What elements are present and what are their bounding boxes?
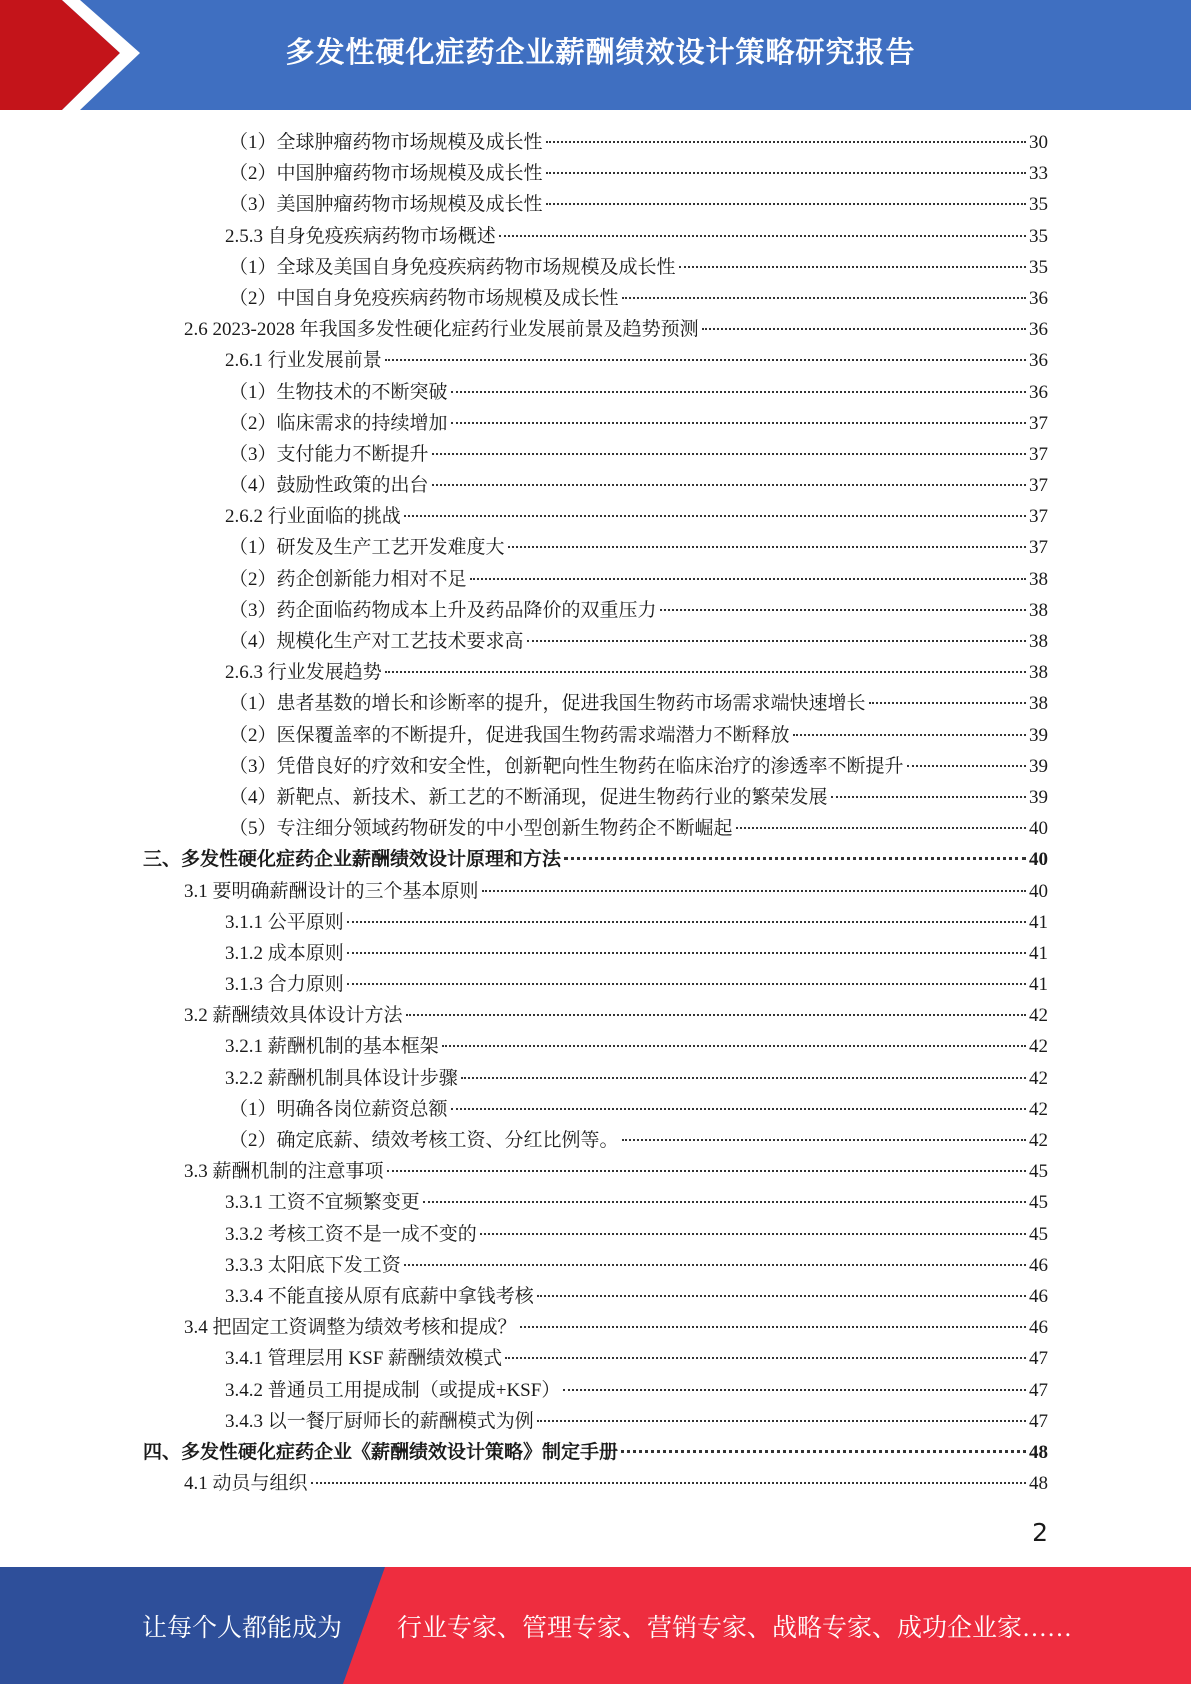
toc-entry[interactable] [0, 1437, 1048, 1468]
toc-entry-page: 37 [1029, 443, 1048, 465]
toc-entry[interactable] [0, 1250, 1048, 1281]
toc-entry-page: 48 [1029, 1441, 1048, 1463]
toc-dot-leader [480, 1233, 1026, 1235]
toc-entry-label: 3.2.2 薪酬机制具体设计步骤 [225, 1067, 458, 1089]
toc-entry-page: 37 [1029, 506, 1048, 528]
toc-entry-page: 37 [1029, 475, 1048, 497]
toc-entry-page: 38 [1029, 693, 1048, 715]
toc-dot-leader [622, 297, 1026, 299]
toc-entry-page: 46 [1029, 1317, 1048, 1339]
toc-dot-leader [621, 1450, 1026, 1453]
toc-entry-label: 2.6 2023-2028 年我国多发性硬化症药行业发展前景及趋势预测 [184, 319, 699, 341]
toc-dot-leader [869, 702, 1026, 704]
toc-entry-page: 42 [1029, 1130, 1048, 1151]
toc-dot-leader [622, 1139, 1026, 1141]
toc-entry-page: 41 [1029, 942, 1048, 964]
toc-entry[interactable] [0, 1000, 1048, 1031]
toc-entry-page: 40 [1029, 880, 1048, 902]
footer-slogan: 让每个人都能成为 [142, 1614, 343, 1642]
toc-entry[interactable] [0, 751, 1048, 782]
toc-dot-leader [385, 359, 1026, 361]
toc-entry-page: 36 [1029, 319, 1048, 341]
toc-entry-label: （1）生物技术的不断突破 [229, 381, 448, 403]
toc-entry[interactable] [0, 127, 1048, 158]
toc-entry-label: 2.6.3 行业发展趋势 [225, 662, 382, 684]
toc-dot-leader [311, 1482, 1026, 1484]
toc-entry-page: 39 [1029, 724, 1048, 746]
footer-banner [0, 1567, 1191, 1684]
toc-entry-label: （4）鼓励性政策的出台 [229, 475, 429, 497]
toc-entry[interactable] [0, 1125, 1048, 1156]
toc-entry[interactable] [0, 1187, 1048, 1218]
toc-dot-leader [505, 1357, 1026, 1359]
toc-entry-label: （4）规模化生产对工艺技术要求高 [229, 631, 524, 652]
toc-dot-leader [520, 1326, 1026, 1328]
toc-entry-label: （2）医保覆盖率的不断提升，促进我国生物药需求端潜力不断释放 [229, 724, 790, 746]
toc-dot-leader [482, 890, 1026, 892]
toc-entry-label: 3.1.1 公平原则 [225, 911, 344, 933]
toc-entry-page: 47 [1029, 1379, 1048, 1401]
toc-entry[interactable] [0, 1094, 1048, 1125]
toc-entry-page: 48 [1029, 1473, 1048, 1495]
toc-entry[interactable] [0, 1375, 1048, 1406]
toc-entry-label: 3.4.3 以一餐厅厨师长的薪酬模式为例 [225, 1410, 534, 1432]
toc-entry-label: 3.4.1 管理层用 KSF 薪酬绩效模式 [225, 1348, 503, 1370]
table-of-contents [0, 127, 1191, 1499]
toc-entry-page: 33 [1029, 163, 1048, 185]
toc-entry-label: 3.4 把固定工资调整为绩效考核和提成？ [184, 1317, 517, 1339]
toc-dot-leader [451, 391, 1026, 393]
toc-dot-leader [679, 266, 1026, 268]
toc-dot-leader [508, 546, 1026, 548]
toc-dot-leader [537, 1420, 1026, 1422]
toc-dot-leader [451, 1108, 1026, 1110]
toc-entry-page: 45 [1029, 1223, 1048, 1245]
toc-entry-page: 45 [1029, 1192, 1048, 1214]
toc-entry[interactable] [0, 1281, 1048, 1312]
toc-entry-label: 2.6.2 行业面临的挑战 [225, 506, 401, 528]
toc-entry-page: 37 [1029, 412, 1048, 434]
toc-entry[interactable] [0, 626, 1048, 657]
toc-entry-page: 42 [1029, 1005, 1048, 1027]
toc-entry-page: 41 [1029, 911, 1048, 933]
toc-entry[interactable] [0, 813, 1048, 844]
toc-dot-leader [527, 640, 1026, 642]
toc-dot-leader [537, 1295, 1026, 1297]
toc-entry[interactable] [0, 1406, 1048, 1437]
toc-entry-label: 4.1 动员与组织 [184, 1473, 308, 1495]
toc-entry-label: （5）专注细分领域药物研发的中小型创新生物药企不断崛起 [229, 818, 733, 840]
toc-entry-page: 35 [1029, 256, 1048, 278]
toc-entry-page: 41 [1029, 974, 1048, 996]
toc-entry[interactable] [0, 720, 1048, 751]
toc-entry[interactable] [0, 1156, 1048, 1187]
toc-dot-leader [347, 921, 1026, 923]
toc-entry-label: （3）支付能力不断提升 [229, 443, 429, 465]
toc-entry[interactable] [0, 595, 1048, 626]
toc-dot-leader [432, 484, 1026, 486]
toc-entry-label: （1）研发及生产工艺开发难度大 [229, 537, 505, 559]
toc-entry[interactable] [0, 283, 1048, 314]
toc-entry[interactable] [0, 470, 1048, 501]
toc-entry[interactable] [0, 907, 1048, 938]
toc-entry-page: 35 [1029, 225, 1048, 247]
toc-dot-leader [564, 857, 1026, 860]
toc-entry[interactable] [0, 1031, 1048, 1062]
toc-entry-page: 30 [1029, 132, 1048, 153]
toc-dot-leader [736, 827, 1026, 829]
report-title: 多发性硬化症药企业薪酬绩效设计策略研究报告 [285, 34, 916, 69]
toc-entry[interactable] [0, 377, 1048, 408]
toc-entry-label: （1）全球及美国自身免疫疾病药物市场规模及成长性 [229, 256, 676, 278]
toc-dot-leader [404, 1264, 1026, 1266]
toc-dot-leader [793, 734, 1026, 736]
toc-entry[interactable] [0, 345, 1048, 376]
toc-entry-label: （1）明确各岗位薪资总额 [229, 1098, 448, 1120]
toc-entry[interactable] [0, 844, 1048, 875]
toc-entry-label: （3）美国肿瘤药物市场规模及成长性 [229, 194, 543, 216]
toc-entry-page: 36 [1029, 381, 1048, 403]
toc-entry[interactable] [0, 1312, 1048, 1343]
page-number: 2 [1032, 1518, 1048, 1547]
toc-entry-page: 42 [1029, 1036, 1048, 1058]
header-banner [0, 0, 1191, 110]
toc-entry-page: 38 [1029, 568, 1048, 590]
toc-entry-label: 2.6.1 行业发展前景 [225, 350, 382, 372]
toc-entry[interactable] [0, 221, 1048, 252]
toc-entry[interactable] [0, 252, 1048, 283]
toc-dot-leader [442, 1045, 1026, 1047]
toc-entry-page: 42 [1029, 1098, 1048, 1120]
toc-entry-label: （1）患者基数的增长和诊断率的提升，促进我国生物药市场需求端快速增长 [229, 693, 866, 715]
toc-entry-page: 35 [1029, 194, 1048, 216]
toc-entry-label: 3.1.3 合力原则 [225, 974, 344, 996]
toc-entry-page: 37 [1029, 537, 1048, 559]
header-arrow-decoration [0, 0, 160, 110]
toc-dot-leader [347, 983, 1026, 985]
toc-entry-label: 3.3.4 不能直接从原有底薪中拿钱考核 [225, 1285, 534, 1307]
toc-entry-page: 39 [1029, 755, 1048, 777]
toc-entry-page: 47 [1029, 1410, 1048, 1432]
toc-dot-leader [406, 1014, 1026, 1016]
toc-entry[interactable] [0, 501, 1048, 532]
toc-entry[interactable] [0, 1468, 1048, 1499]
toc-entry-label: 3.4.2 普通员工用提成制（或提成+KSF） [225, 1379, 561, 1401]
toc-entry[interactable] [0, 969, 1048, 1000]
toc-entry-label: 三、多发性硬化症药企业薪酬绩效设计原理和方法 [143, 849, 562, 871]
toc-entry-label: 3.3.3 太阳底下发工资 [225, 1254, 401, 1276]
toc-entry-label: 3.2 薪酬绩效具体设计方法 [184, 1005, 403, 1027]
toc-entry-page: 36 [1029, 287, 1048, 309]
toc-entry-page: 36 [1029, 350, 1048, 372]
toc-entry-label: （2）中国自身免疫疾病药物市场规模及成长性 [229, 287, 619, 309]
toc-entry-page: 46 [1029, 1254, 1048, 1276]
toc-entry-label: （2）确定底薪、绩效考核工资、分红比例等。 [229, 1130, 619, 1151]
toc-entry-label: 3.1.2 成本原则 [225, 942, 344, 964]
toc-dot-leader [432, 453, 1026, 455]
toc-dot-leader [907, 765, 1026, 767]
toc-entry-label: （4）新靶点、新技术、新工艺的不断涌现，促进生物药行业的繁荣发展 [229, 786, 828, 808]
toc-entry-page: 39 [1029, 786, 1048, 808]
toc-entry[interactable] [0, 1343, 1048, 1374]
toc-dot-leader [831, 796, 1026, 798]
toc-entry-page: 38 [1029, 631, 1048, 652]
toc-dot-leader [546, 141, 1026, 143]
toc-entry[interactable] [0, 439, 1048, 470]
toc-entry[interactable] [0, 564, 1048, 595]
toc-entry-page: 42 [1029, 1067, 1048, 1089]
toc-entry-label: 3.3.2 考核工资不是一成不变的 [225, 1223, 477, 1245]
toc-entry[interactable] [0, 688, 1048, 719]
toc-entry-page: 46 [1029, 1285, 1048, 1307]
toc-entry[interactable] [0, 158, 1048, 189]
toc-entry-page: 38 [1029, 662, 1048, 684]
toc-entry-page: 40 [1029, 849, 1048, 871]
toc-entry[interactable] [0, 408, 1048, 439]
toc-entry-label: 3.2.1 薪酬机制的基本框架 [225, 1036, 439, 1058]
toc-entry[interactable] [0, 782, 1048, 813]
toc-dot-leader [423, 1201, 1026, 1203]
toc-dot-leader [660, 609, 1026, 611]
toc-entry-label: 3.1 要明确薪酬设计的三个基本原则 [184, 880, 479, 902]
toc-dot-leader [563, 1389, 1026, 1391]
toc-entry-label: （2）临床需求的持续增加 [229, 412, 448, 434]
toc-dot-leader [461, 1077, 1026, 1079]
toc-entry-page: 45 [1029, 1161, 1048, 1183]
toc-dot-leader [546, 172, 1026, 174]
toc-entry-label: 2.5.3 自身免疫疾病药物市场概述 [225, 225, 496, 247]
toc-entry[interactable] [0, 876, 1048, 907]
toc-entry[interactable] [0, 657, 1048, 688]
toc-dot-leader [451, 422, 1026, 424]
toc-entry-page: 47 [1029, 1348, 1048, 1370]
toc-entry-label: （2）药企创新能力相对不足 [229, 568, 467, 590]
toc-entry-label: 四、多发性硬化症药企业《薪酬绩效设计策略》制定手册 [143, 1441, 619, 1463]
toc-entry-label: 3.3.1 工资不宜频繁变更 [225, 1192, 420, 1214]
toc-entry[interactable] [0, 314, 1048, 345]
toc-entry-page: 40 [1029, 818, 1048, 840]
toc-dot-leader [499, 235, 1026, 237]
toc-dot-leader [546, 203, 1026, 205]
toc-entry[interactable] [0, 1063, 1048, 1094]
footer-roles: 行业专家、管理专家、营销专家、战略专家、成功企业家…… [397, 1614, 1073, 1642]
toc-entry-label: （1）全球肿瘤药物市场规模及成长性 [229, 132, 543, 153]
toc-entry[interactable] [0, 1219, 1048, 1250]
toc-entry-page: 38 [1029, 599, 1048, 621]
toc-entry-label: （3）药企面临药物成本上升及药品降价的双重压力 [229, 599, 657, 621]
toc-entry[interactable] [0, 532, 1048, 563]
toc-dot-leader [387, 1170, 1026, 1172]
toc-entry[interactable] [0, 938, 1048, 969]
toc-dot-leader [385, 671, 1026, 673]
toc-entry-label: 3.3 薪酬机制的注意事项 [184, 1161, 384, 1183]
toc-entry-label: （3）凭借良好的疗效和安全性，创新靶向性生物药在临床治疗的渗透率不断提升 [229, 755, 904, 777]
toc-entry[interactable] [0, 189, 1048, 220]
toc-dot-leader [702, 328, 1026, 330]
toc-entry-label: （2）中国肿瘤药物市场规模及成长性 [229, 163, 543, 185]
toc-dot-leader [404, 515, 1026, 517]
toc-dot-leader [470, 578, 1026, 580]
toc-dot-leader [347, 952, 1026, 954]
